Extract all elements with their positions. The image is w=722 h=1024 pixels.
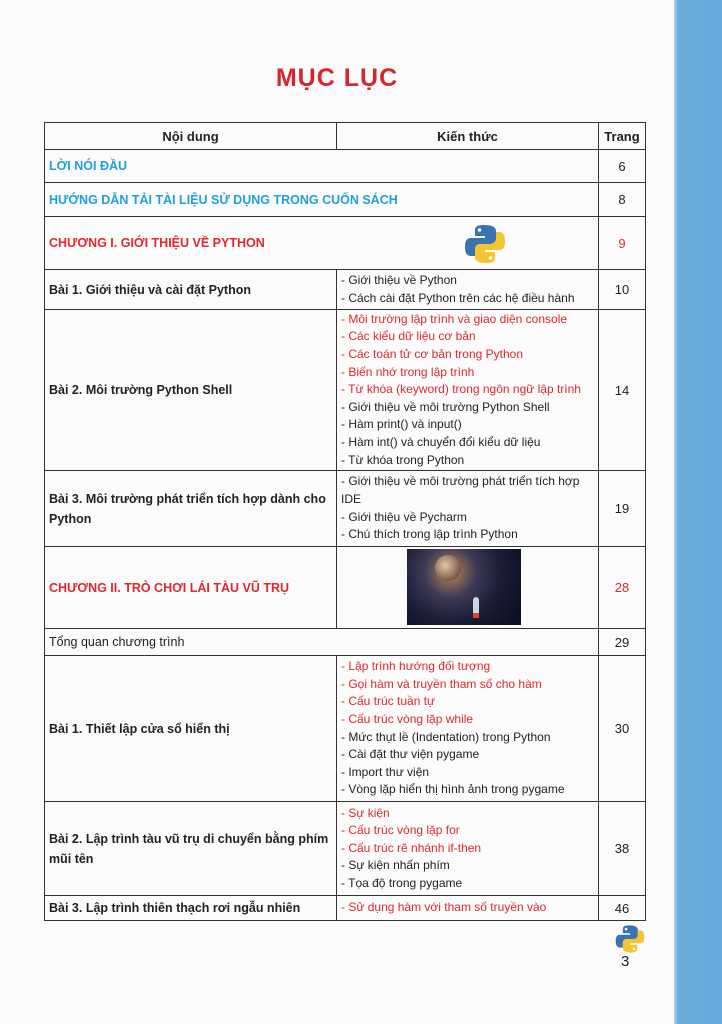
toc-page-number: 9: [599, 217, 646, 270]
topic-item: - Hàm print() và input(): [341, 416, 594, 434]
toc-page-number: 29: [599, 629, 646, 656]
table-header-row: [45, 123, 646, 150]
topic-item: - Giới thiệu về môi trường Python Shell: [341, 399, 594, 417]
topic-item: - Cấu trúc vòng lặp while: [341, 711, 594, 729]
topic-item: - Sự kiện nhấn phím: [341, 857, 594, 875]
topic-item: - Các toán tử cơ bản trong Python: [341, 346, 594, 364]
topic-item: - Cài đặt thư viện pygame: [341, 746, 594, 764]
toc-page-number: 14: [599, 310, 646, 471]
topic-item: - Import thư viện: [341, 764, 594, 782]
python-logo-icon: [614, 924, 646, 954]
toc-page-number: 6: [599, 150, 646, 183]
topic-item: - Chú thích trong lập trình Python: [341, 526, 594, 544]
topic-item: - Biến nhớ trong lập trình: [341, 364, 594, 382]
page-title: MỤC LỤC: [275, 64, 399, 92]
toc-entry-title[interactable]: LỜI NÓI ĐẦU: [45, 150, 599, 183]
toc-row-lesson[interactable]: [45, 270, 646, 310]
chapter-1-title[interactable]: CHƯƠNG I. GIỚI THIỆU VỀ PYTHON: [49, 236, 265, 250]
toc-row-preface[interactable]: [45, 150, 646, 183]
toc-row-chapter-1[interactable]: [45, 217, 646, 270]
topic-item: - Gọi hàm và truyền tham số cho hàm: [341, 676, 594, 694]
topic-item: - Hàm int() và chuyển đổi kiểu dữ liệu: [341, 434, 594, 452]
topic-item: - Lập trình hướng đối tượng: [341, 658, 594, 676]
topic-item: - Từ khóa trong Python: [341, 452, 594, 470]
toc-row-lesson[interactable]: [45, 471, 646, 547]
column-header-page: Trang: [599, 123, 646, 150]
toc-page-number: 10: [599, 270, 646, 310]
toc-row-lesson[interactable]: [45, 310, 646, 471]
lesson-title[interactable]: Bài 2. Môi trường Python Shell: [45, 310, 337, 471]
topic-item: - Cấu trúc tuần tự: [341, 693, 594, 711]
toc-row-overview[interactable]: [45, 629, 646, 656]
lesson-topics: [337, 310, 599, 471]
toc-page-number: 30: [599, 656, 646, 802]
toc-row-lesson[interactable]: [45, 896, 646, 921]
toc-page-number: 8: [599, 183, 646, 217]
lesson-title[interactable]: Bài 1. Giới thiệu và cài đặt Python: [45, 270, 337, 310]
topic-item: - Vòng lặp hiển thị hình ảnh trong pygame: [341, 781, 594, 799]
topic-item: - Các kiểu dữ liệu cơ bản: [341, 328, 594, 346]
topic-item: - Giới thiệu về môi trường phát triển tích hợp IDE: [341, 473, 594, 508]
chapter-2-image-cell: [337, 547, 599, 629]
space-illustration: [407, 549, 521, 625]
toc-row-chapter-2[interactable]: [45, 547, 646, 629]
page-edge: [672, 0, 722, 1024]
toc-row-lesson[interactable]: [45, 656, 646, 802]
lesson-title[interactable]: Bài 2. Lập trình tàu vũ trụ di chuyển bằng phím mũi tên: [45, 802, 337, 896]
planet-shape: [435, 555, 461, 581]
toc-chapter-title[interactable]: [45, 547, 337, 629]
topic-item: - Cấu trúc rẽ nhánh if-then: [341, 840, 594, 858]
topic-item: - Môi trường lập trình và giao diện console: [341, 311, 594, 329]
toc-entry-title[interactable]: HƯỚNG DẪN TẢI TÀI LIỆU SỬ DỤNG TRONG CUỐN SÁCH: [45, 183, 599, 217]
page-number: 3: [621, 953, 630, 970]
toc-page-number: 38: [599, 802, 646, 896]
lesson-topics: [337, 802, 599, 896]
topic-item: - Tọa độ trong pygame: [341, 875, 594, 893]
chapter-2-title[interactable]: CHƯƠNG II. TRÒ CHƠI LÁI TÀU VŨ TRỤ: [49, 580, 290, 595]
spaceship-shape: [473, 597, 479, 613]
toc-page-number: 19: [599, 471, 646, 547]
toc-table: [44, 122, 646, 921]
topic-item: - Mức thụt lề (Indentation) trong Python: [341, 729, 594, 747]
topic-item: - Sự kiện: [341, 805, 594, 823]
topic-item: - Cách cài đặt Python trên các hệ điều hành: [341, 290, 594, 308]
toc-row-download[interactable]: [45, 183, 646, 217]
lesson-topics: [337, 896, 599, 921]
topic-item: - Giới thiệu về Python: [341, 272, 594, 290]
column-header-knowledge: Kiến thức: [337, 123, 599, 150]
topic-item: - Giới thiệu về Pycharm: [341, 509, 594, 527]
lesson-topics: [337, 471, 599, 547]
lesson-topics: [337, 656, 599, 802]
lesson-title[interactable]: Bài 3. Môi trường phát triển tích hợp dành cho Python: [45, 471, 337, 547]
column-header-content: Nội dung: [45, 123, 337, 150]
toc-page-number: 28: [599, 547, 646, 629]
toc-chapter-title[interactable]: [45, 217, 599, 270]
topic-item: - Sử dụng hàm với tham số truyền vào: [341, 899, 594, 917]
topic-item: - Từ khóa (keyword) trong ngôn ngữ lập trình: [341, 381, 594, 399]
python-logo-icon: [463, 223, 507, 265]
toc-row-lesson[interactable]: [45, 802, 646, 896]
lesson-title[interactable]: Bài 1. Thiết lập cửa sổ hiển thị: [45, 656, 337, 802]
lesson-title[interactable]: Bài 3. Lập trình thiên thạch rơi ngẫu nhiên: [45, 896, 337, 921]
topic-item: - Cấu trúc vòng lặp for: [341, 822, 594, 840]
lesson-topics: [337, 270, 599, 310]
toc-entry-title[interactable]: Tổng quan chương trình: [45, 629, 599, 656]
toc-page-number: 46: [599, 896, 646, 921]
